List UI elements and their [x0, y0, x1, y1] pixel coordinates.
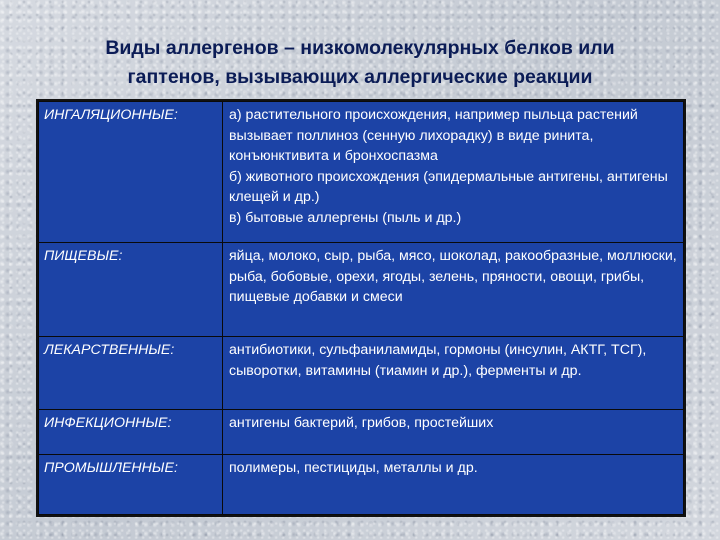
description-line: б) животного происхождения (эпидермальные антигены, антигены клещей и др.)	[229, 168, 668, 205]
description-line: яйца, молоко, сыр, рыба, мясо, шоколад, ракообразные, моллюски, рыба, бобовые, орехи, ягоды, зелень, пряности, овощи, грибы, пищевые добавки и смеси	[229, 248, 677, 305]
table-row	[39, 455, 684, 515]
title-line-2: гаптенов, вызывающих аллергические реакции	[127, 66, 593, 88]
category-cell: ЛЕКАРСТВЕННЫЕ:	[39, 337, 223, 410]
allergen-table	[36, 99, 686, 517]
table-row	[39, 410, 684, 455]
title-line-1: Виды аллергенов – низкомолекулярных белков или	[105, 37, 615, 59]
category-cell: ИНФЕКЦИОННЫЕ:	[39, 410, 223, 455]
description-line: а) растительного происхождения, например пыльца растений вызывает поллиноз (сенную лихорадку) в виде ринита, конъюнктивита и бронхоспазма	[229, 107, 638, 164]
table-row	[39, 337, 684, 410]
description-cell	[223, 243, 684, 337]
description-line: антигены бактерий, грибов, простейших	[229, 415, 494, 431]
table-row	[39, 102, 684, 243]
description-cell	[223, 410, 684, 455]
description-line: полимеры, пестициды, металлы и др.	[229, 460, 478, 476]
table-row	[39, 243, 684, 337]
category-cell: ИНГАЛЯЦИОННЫЕ:	[39, 102, 223, 243]
description-line: антибиотики, сульфаниламиды, гормоны (инсулин, АКТГ, ТСГ), сыворотки, витамины (тиамин и др.), ферменты и др.	[229, 342, 647, 379]
category-cell: ПИЩЕВЫЕ:	[39, 243, 223, 337]
description-cell	[223, 455, 684, 515]
description-line: в) бытовые аллергены (пыль и др.)	[229, 209, 462, 226]
slide-title	[30, 34, 690, 92]
description-cell	[223, 102, 684, 243]
category-cell: ПРОМЫШЛЕННЫЕ:	[39, 455, 223, 515]
description-cell	[223, 337, 684, 410]
